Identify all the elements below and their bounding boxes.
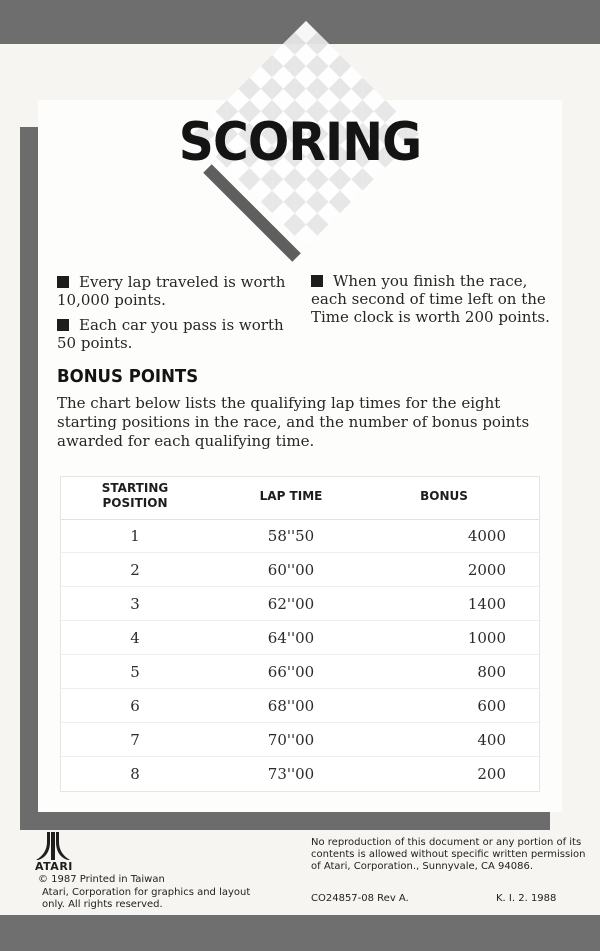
- cell-lap-time: 60''00: [267, 561, 315, 579]
- cell-lap-time: 73''00: [267, 765, 315, 783]
- cell-position: 2: [130, 561, 140, 579]
- cell-bonus: 600: [477, 697, 506, 715]
- panel-bottom-shadow: [20, 812, 550, 830]
- table-row: [61, 621, 539, 655]
- cell-lap-time: 68''00: [267, 697, 315, 715]
- bullet-square-icon: [57, 319, 69, 331]
- cell-position: 1: [130, 527, 140, 545]
- table-row: [61, 553, 539, 587]
- cell-position: 6: [130, 697, 140, 715]
- bullet-finish-text: When you finish the race, each second of time left on the Time clock is worth 200 points.: [311, 272, 550, 326]
- bonus-intro-text: The chart below lists the qualifying lap times for the eight starting positions in the race, and the number of bonus points awarded for each qualifying time.: [57, 394, 530, 450]
- cell-position: 3: [130, 595, 140, 613]
- cell-position: 7: [130, 731, 140, 749]
- table-row: [61, 655, 539, 689]
- reproduction-notice: No reproduction of this document or any portion of its contents is allowed without specific written permission of Atari, Corporation., Sunnyvale, CA 94086.: [311, 837, 586, 872]
- table-row: [61, 689, 539, 723]
- copyright-line: © 1987 Printed in Taiwan: [38, 874, 165, 885]
- cell-bonus: 1000: [467, 629, 506, 647]
- atari-fuji-logo-icon: [36, 832, 70, 860]
- table-row: [61, 519, 539, 553]
- panel-left-shadow: [20, 127, 38, 830]
- header-bonus: BONUS: [420, 489, 468, 503]
- rights-text: Atari, Corporation for graphics and layout only. All rights reserved.: [42, 887, 251, 910]
- cell-lap-time: 64''00: [267, 629, 315, 647]
- bottom-border-band: [0, 915, 600, 951]
- document-code: CO24857-08 Rev A.: [311, 893, 409, 904]
- page-title: SCORING: [178, 112, 422, 173]
- cell-bonus: 1400: [467, 595, 506, 613]
- table-row: [61, 723, 539, 757]
- cell-bonus: 2000: [467, 561, 506, 579]
- cell-position: 4: [130, 629, 140, 647]
- cell-lap-time: 58''50: [267, 527, 315, 545]
- print-date-code: K. I. 2. 1988: [496, 893, 557, 904]
- bullet-pass-text: Each car you pass is worth 50 points.: [57, 316, 284, 352]
- cell-lap-time: 70''00: [267, 731, 315, 749]
- cell-position: 8: [130, 765, 140, 783]
- header-starting-position: STARTING POSITION: [101, 481, 169, 510]
- table-header: [61, 477, 539, 520]
- bullet-square-icon: [311, 275, 323, 287]
- bullet-pass-points: [57, 316, 287, 352]
- cell-bonus: 4000: [467, 527, 506, 545]
- bonus-points-heading: BONUS POINTS: [57, 366, 199, 387]
- table-row: [61, 757, 539, 790]
- bullet-square-icon: [57, 276, 69, 288]
- bullet-lap-points: [57, 273, 287, 309]
- bullet-finish-points: [311, 272, 551, 326]
- cell-lap-time: 66''00: [267, 663, 315, 681]
- bullet-lap-text: Every lap traveled is worth 10,000 points.: [57, 273, 286, 309]
- cell-bonus: 400: [477, 731, 506, 749]
- cell-position: 5: [130, 663, 140, 681]
- cell-bonus: 200: [477, 765, 506, 783]
- cell-bonus: 800: [477, 663, 506, 681]
- cell-lap-time: 62''00: [267, 595, 315, 613]
- table-row: [61, 587, 539, 621]
- header-lap-time: LAP TIME: [259, 489, 323, 503]
- bonus-table: [60, 476, 540, 792]
- atari-logo-text: ATARI: [35, 860, 73, 873]
